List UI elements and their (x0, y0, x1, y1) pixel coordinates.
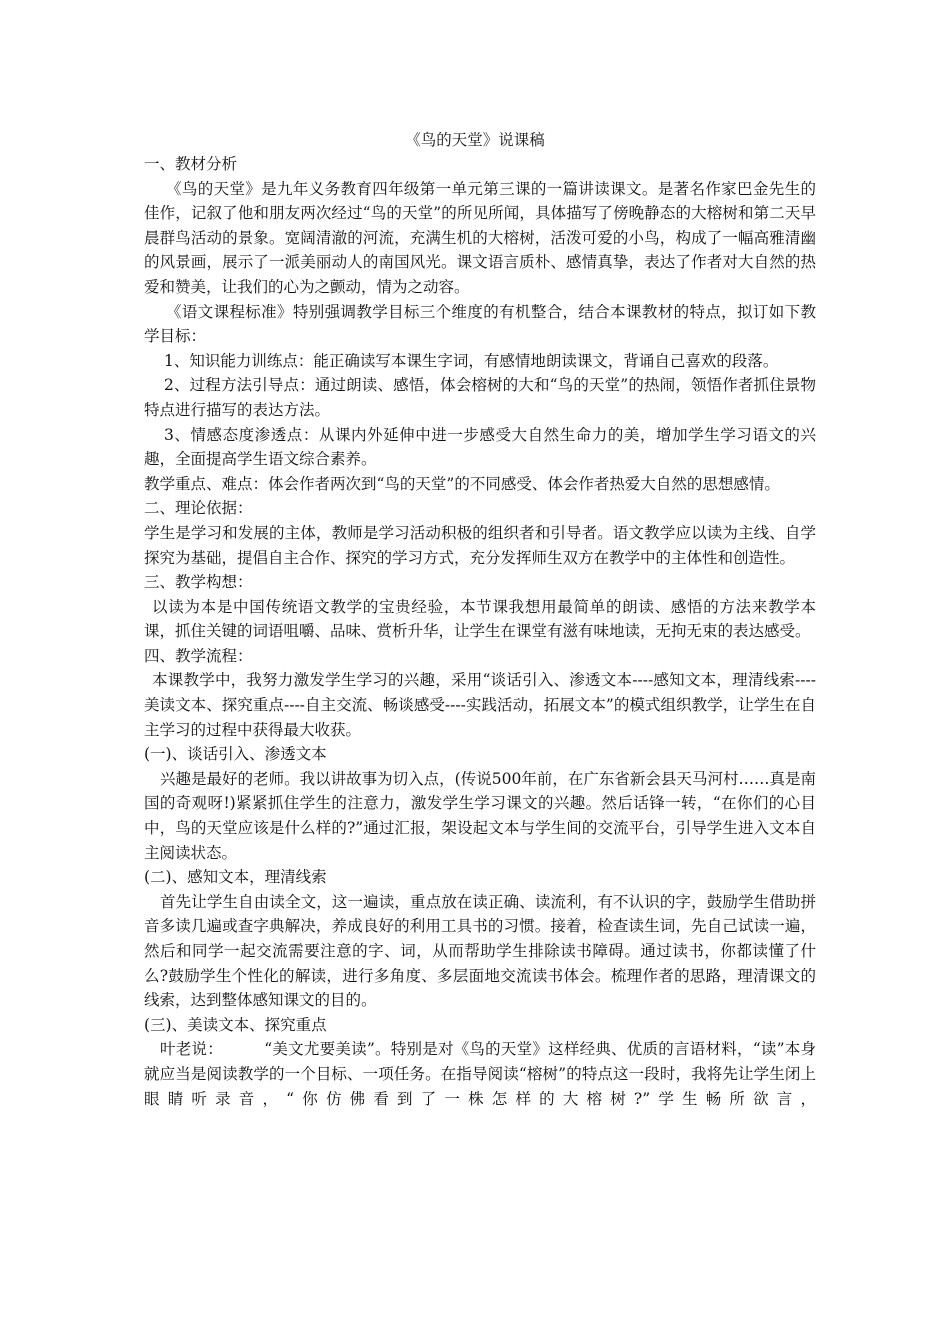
paragraph: 兴趣是最好的老师。我以讲故事为切入点，(传说500年前，在广东省新会县天马河村……真是南国的奇观呀!)紧紧抓住学生的注意力，激发学生学习课文的兴趣。然后话锋一转，“在你们的心目中，鸟的天堂应该是什么样的?”通过汇报，架设起文本与学生间的交流平台，引导学生进入文本自主阅读状态。 (144, 769, 816, 862)
paragraph-key-points: 教学重点、难点：体会作者两次到“鸟的天堂”的不同感受、体会作者热爱大自然的思想感情。 (144, 474, 780, 493)
section-heading-process: 四、教学流程： (144, 646, 253, 665)
paragraph: 首先让学生自由读全文，这一遍读，重点放在读正确、读流利，有不认识的字，鼓励学生借助拼音多读几遍或查字典解决，养成良好的利用工具书的习惯。接着，检查读生词，先自己试读一遍，然后和同学一起交流需要注意的字、词，从而帮助学生排除读书障碍。通过读书，你都读懂了什么?鼓励学生个性化的解读，进行多角度、多层面地交流读书体会。梳理作者的思路，理清课文的线索，达到整体感知课文的目的。 (144, 892, 816, 1010)
goal-item: 2、过程方法引导点：通过朗读、感悟，体会榕树的大和“鸟的天堂”的热闹，领悟作者抓住景物特点进行描写的表达方法。 (144, 376, 816, 419)
subsection-heading: (二)、感知文本，理清线索 (144, 868, 327, 887)
paragraph: 叶老说： “美文尤要美读”。特别是对《鸟的天堂》这样经典、优质的言语材料，“读”本身就应当是阅读教学的一个目标、一项任务。在指导阅读“榕树”的特点这一段时，我将先让学生闭上眼睛听录音，“你仿佛看到了一株怎样的大榕树?”学生畅所欲言， (144, 1040, 816, 1108)
paragraph: 《鸟的天堂》是九年义务教育四年级第一单元第三课的一篇讲读课文。是著名作家巴金先生的佳作，记叙了他和朋友两次经过“鸟的天堂”的所见所闻，具体描写了傍晚静态的大榕树和第二天早晨群鸟活动的景象。宽阔清澈的河流，充满生机的大榕树，活泼可爱的小鸟，构成了一幅高雅清幽的风景画，展示了一派美丽动人的南国风光。课文语言质朴、感情真挚，表达了作者对大自然的热爱和赞美，让我们的心为之颤动，情为之动容。 (144, 179, 816, 296)
goal-item: 3、情感态度渗透点：从课内外延伸中进一步感受大自然生命力的美，增加学生学习语文的兴趣，全面提高学生语文综合素养。 (144, 425, 816, 469)
paragraph: 《语文课程标准》特别强调教学目标三个维度的有机整合，结合本课教材的特点，拟订如下教学目标： (144, 302, 816, 346)
document-body (144, 152, 816, 1111)
section-heading-theory: 二、理论依据： (144, 499, 253, 518)
document-title: 《鸟的天堂》说课稿 (405, 131, 545, 149)
subsection-heading: (三)、美读文本、探究重点 (144, 1015, 327, 1034)
paragraph: 本课教学中，我努力激发学生学习的兴趣，采用“谈话引入、渗透文本----感知文本，理清线索----美读文本、探究重点----自主交流、畅谈感受----实践活动，拓展文本”的模式组织教学，让学生在自主学习的过程中获得最大收获。 (144, 671, 816, 739)
paragraph: 学生是学习和发展的主体，教师是学习活动积极的组织者和引导者。语文教学应以读为主线、自学探究为基础，提倡自主合作、探究的学习方式，充分发挥师生双方在教学中的主体性和创造性。 (144, 523, 816, 567)
subsection-heading: (一)、谈话引入、渗透文本 (144, 745, 327, 764)
section-heading-textbook-analysis: 一、教材分析 (144, 155, 238, 173)
section-heading-concept: 三、教学构想： (144, 573, 253, 592)
paragraph: 以读为本是中国传统语文教学的宝贵经验，本节课我想用最简单的朗读、感悟的方法来教学本课，抓住关键的词语咀嚼、品味、赏析升华，让学生在课堂有滋有味地读，无拘无束的表达感受。 (144, 597, 816, 641)
goal-item: 1、知识能力训练点：能正确读写本课生字词，有感情地朗读课文，背诵自己喜欢的段落。 (164, 351, 779, 370)
